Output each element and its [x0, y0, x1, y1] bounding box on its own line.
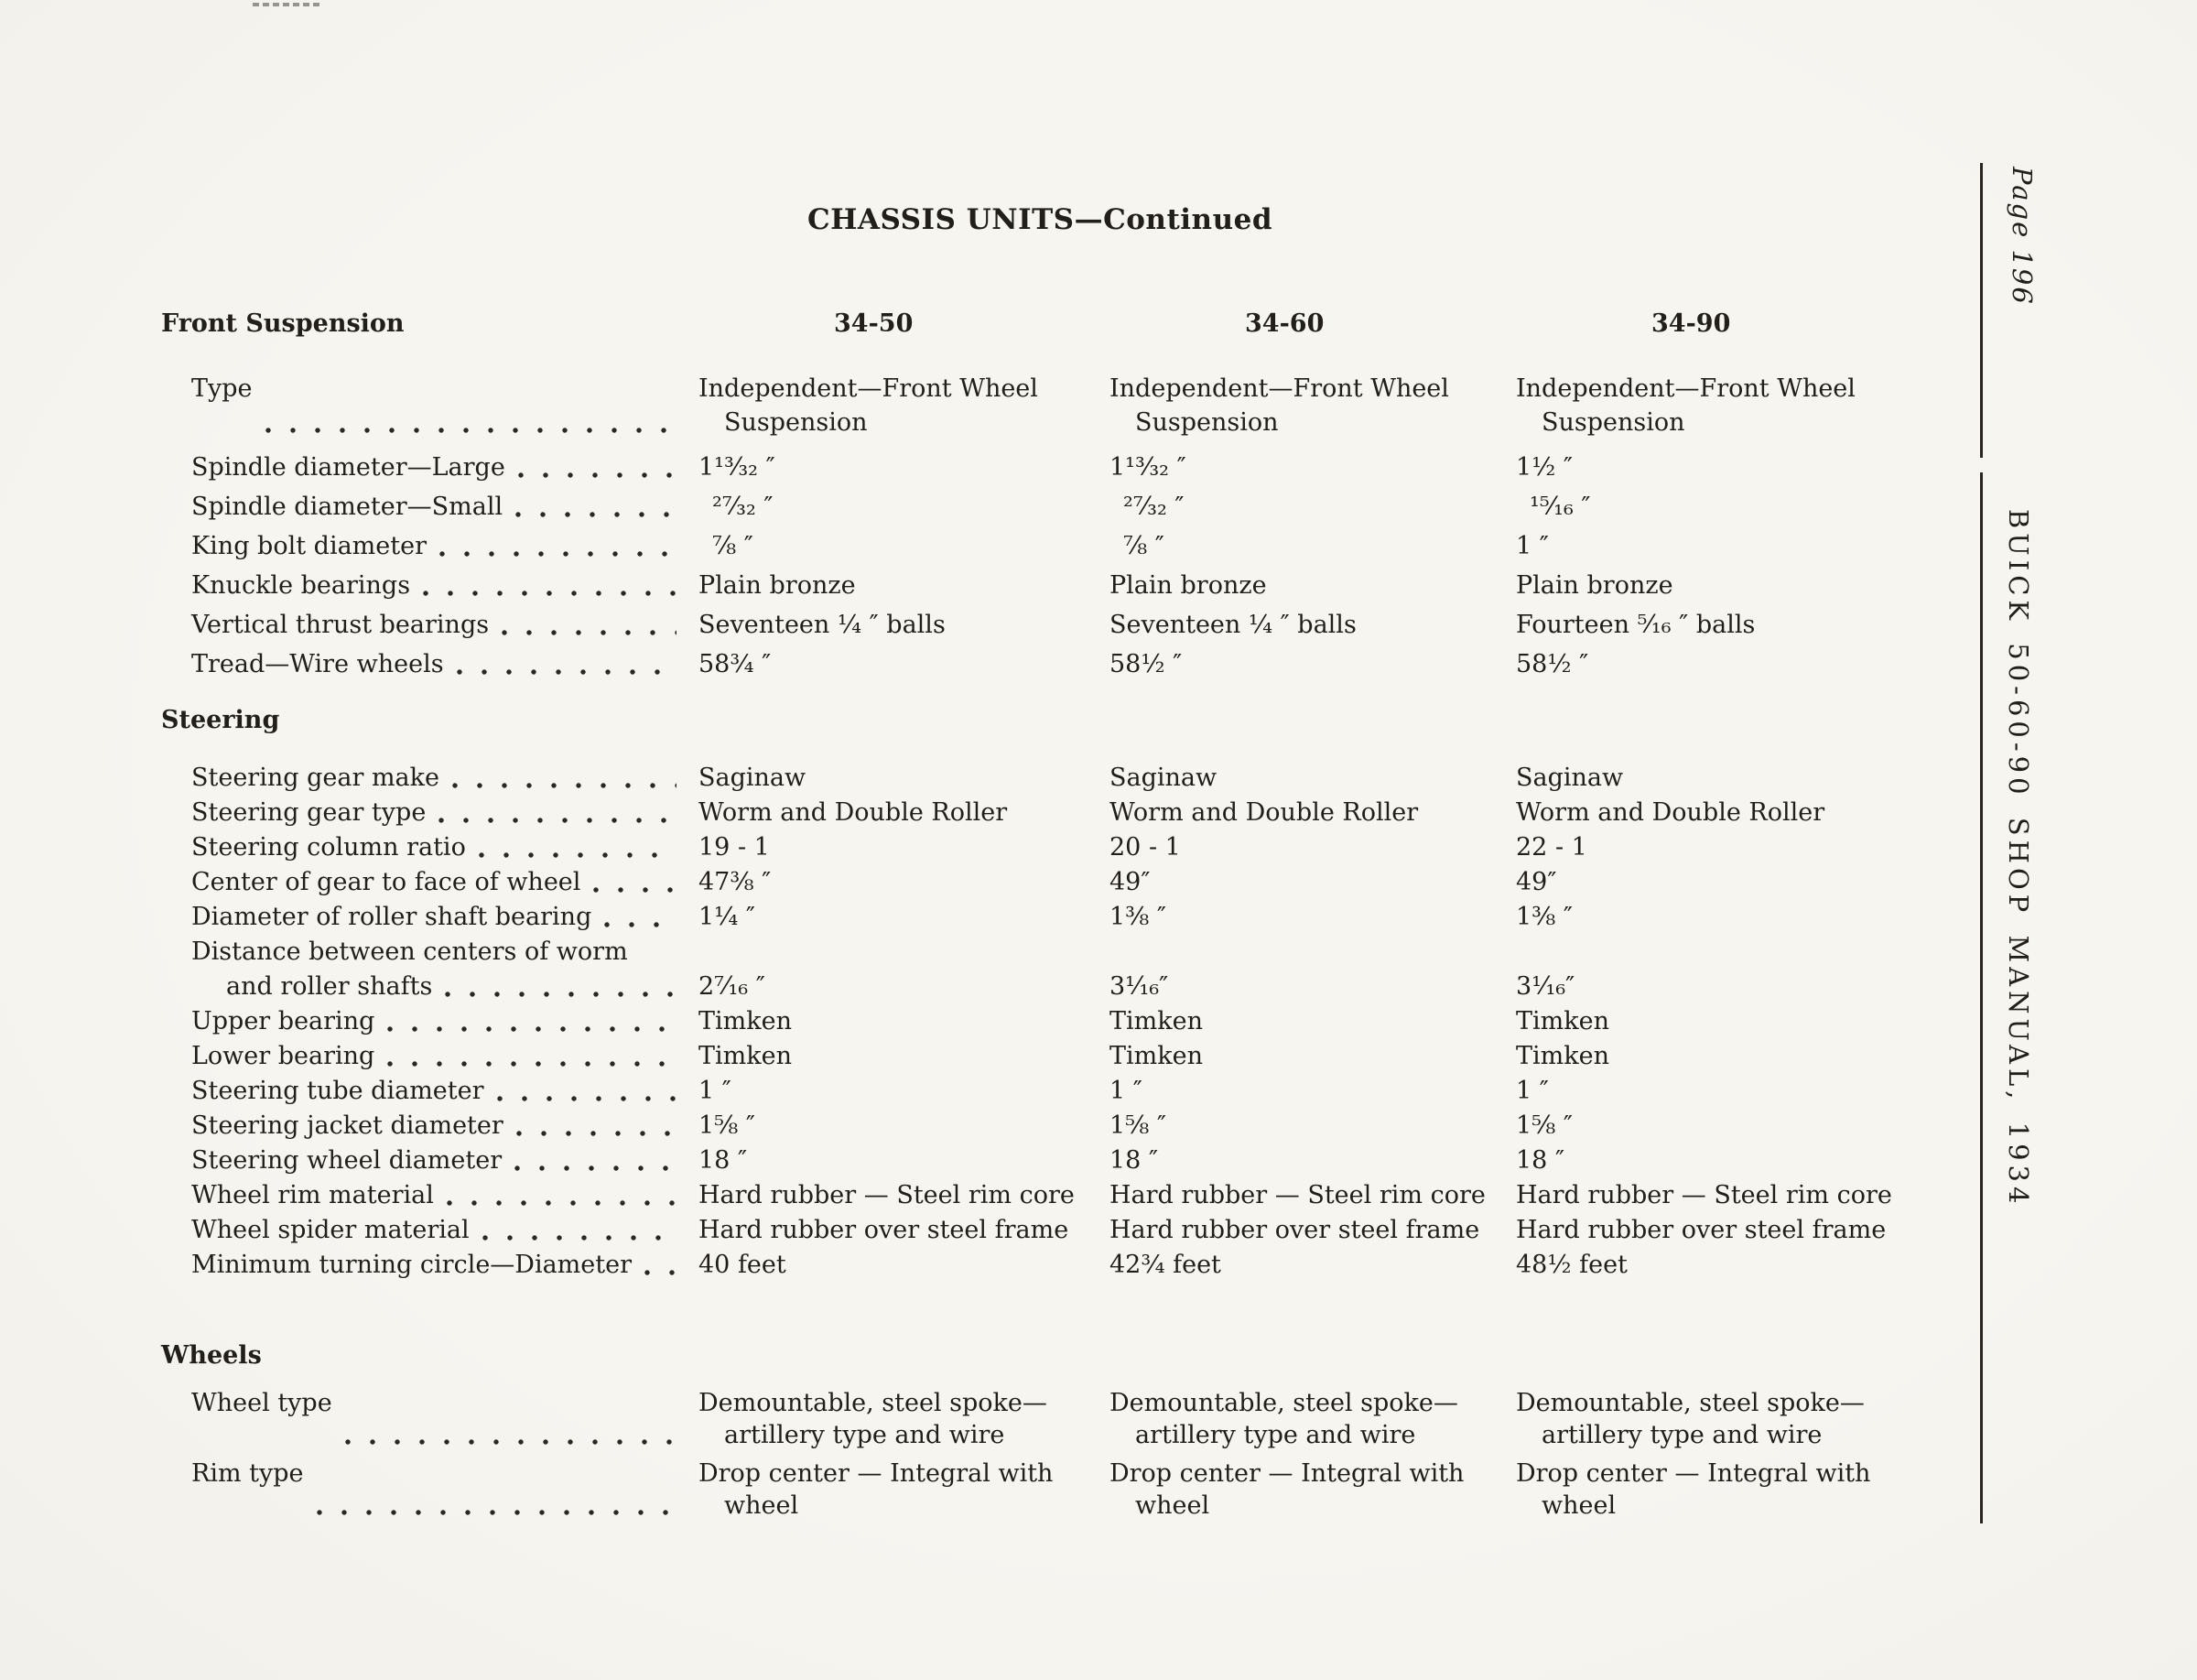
cell-value: Saginaw	[1109, 764, 1218, 792]
table-row	[161, 1458, 1919, 1522]
cell-value: artillery type and wire	[724, 1421, 1005, 1449]
table-row	[161, 569, 1919, 602]
cell-value: Plain bronze	[1109, 571, 1267, 600]
cell-value: Plain bronze	[1516, 571, 1673, 600]
column-header-row	[161, 311, 1919, 337]
row-label: Diameter of roller shaft bearing	[191, 903, 592, 931]
dot-leader	[514, 1165, 676, 1171]
cell-value: 58¾ ″	[698, 650, 772, 678]
column-header-34-60: 34-60	[1245, 309, 1325, 338]
section-header-steering: Steering	[161, 706, 280, 734]
cell-value: Plain bronze	[698, 571, 856, 600]
table-row	[161, 647, 1919, 681]
cell-value: wheel	[724, 1491, 799, 1520]
cell-value: 1⅝ ″	[1109, 1111, 1167, 1140]
table-row	[161, 450, 1919, 484]
row-label: Rim type	[191, 1459, 304, 1488]
table-row	[161, 900, 1919, 934]
row-label: King bolt diameter	[191, 532, 427, 560]
row-label: Upper bearing	[191, 1007, 375, 1035]
table-row	[161, 490, 1919, 524]
cell-value: Drop center — Integral with	[1109, 1459, 1465, 1488]
table-body	[161, 372, 1919, 1528]
cell-value: Timken	[1109, 1042, 1203, 1070]
page-title: CHASSIS UNITS—Continued	[806, 203, 1273, 236]
cell-value: 20 - 1	[1109, 833, 1181, 862]
cell-value: 22 - 1	[1516, 833, 1587, 862]
cell-value: Demountable, steel spoke—	[698, 1389, 1047, 1417]
section-steering	[161, 761, 1919, 1282]
row-label: Knuckle bearings	[191, 571, 411, 600]
row-label: Steering column ratio	[191, 833, 466, 862]
dot-leader	[516, 1131, 676, 1136]
cell-value: Worm and Double Roller	[698, 798, 1008, 827]
table-row	[161, 1039, 1919, 1073]
cell-value: 1⅝ ″	[698, 1111, 756, 1140]
cell-value: 49″	[1516, 868, 1557, 896]
table-row	[161, 1143, 1919, 1177]
table-row	[161, 1248, 1919, 1282]
column-header-34-90: 34-90	[1651, 309, 1731, 338]
table-row	[161, 796, 1919, 829]
cell-value: Saginaw	[698, 764, 806, 792]
row-label: Wheel spider material	[191, 1216, 470, 1244]
cell-value: 1¼ ″	[698, 903, 756, 931]
row-label: Spindle diameter—Large	[191, 453, 505, 482]
cell-value: Independent—Front Wheel	[698, 374, 1038, 403]
dot-leader	[518, 472, 676, 478]
cell-value: 1 ″	[1516, 532, 1549, 560]
sidebar-rule-bottom	[1980, 472, 1983, 1523]
cell-value: ¹⁵⁄₁₆ ″	[1530, 493, 1591, 521]
cell-value: 58½ ″	[1109, 650, 1183, 678]
row-label: Steering gear make	[191, 764, 439, 792]
cell-value: 18 ″	[1109, 1146, 1159, 1175]
dot-leader	[604, 922, 676, 927]
table-row	[161, 608, 1919, 642]
table-row	[161, 1109, 1919, 1143]
row-label: Center of gear to face of wheel	[191, 868, 581, 896]
cell-value: Hard rubber — Steel rim core	[698, 1181, 1075, 1209]
cell-value: Fourteen ⁵⁄₁₆ ″ balls	[1516, 611, 1756, 639]
row-label: Wheel type	[191, 1389, 332, 1417]
table-row	[161, 830, 1919, 864]
cell-value: Timken	[698, 1007, 792, 1035]
dot-leader	[387, 1026, 676, 1032]
cell-value: Worm and Double Roller	[1516, 798, 1825, 827]
cell-value: 1 ″	[1516, 1077, 1549, 1105]
cell-value: Timken	[1516, 1007, 1609, 1035]
section-wheels	[161, 1387, 1919, 1522]
cell-value: Hard rubber over steel frame	[1109, 1216, 1480, 1244]
row-label: Steering wheel diameter	[191, 1146, 503, 1175]
cell-value: Seventeen ¼ ″ balls	[698, 611, 946, 639]
cell-value: artillery type and wire	[1135, 1421, 1416, 1449]
cell-value: artillery type and wire	[1542, 1421, 1823, 1449]
cell-value: 1½ ″	[1516, 453, 1574, 482]
row-label: Distance between centers of worm	[191, 938, 628, 966]
table-row	[161, 1004, 1919, 1038]
row-label: Lower bearing	[191, 1042, 375, 1070]
cell-value: Suspension	[724, 408, 868, 437]
cell-value: Timken	[1109, 1007, 1203, 1035]
dot-leader	[447, 1200, 676, 1206]
dot-leader	[515, 512, 676, 517]
section-front-suspension	[161, 372, 1919, 681]
dot-leader	[439, 551, 676, 557]
column-header-34-50: 34-50	[834, 309, 914, 338]
row-label: Spindle diameter—Small	[191, 493, 503, 521]
table-row	[161, 865, 1919, 899]
row-label: Type	[191, 374, 253, 403]
row-label: Tread—Wire wheels	[191, 650, 444, 678]
dot-leader	[644, 1270, 676, 1275]
cell-value: 47⅜ ″	[698, 868, 772, 896]
dot-leader	[317, 1510, 676, 1515]
table-row	[161, 761, 1919, 795]
cell-value: 1⅝ ″	[1516, 1111, 1574, 1140]
dot-leader	[265, 428, 676, 433]
cell-value: ⅞ ″	[1123, 532, 1164, 560]
dot-leader	[497, 1096, 676, 1101]
table-row	[161, 970, 1919, 1003]
cell-value: Timken	[1516, 1042, 1609, 1070]
cell-value: 18 ″	[1516, 1146, 1565, 1175]
dot-leader	[423, 591, 676, 596]
cell-value: 49″	[1109, 868, 1151, 896]
cell-value: ²⁷⁄₃₂ ″	[712, 493, 774, 521]
cell-value: 40 feet	[698, 1251, 786, 1279]
cell-value: 1¹³⁄₃₂ ″	[698, 453, 775, 482]
cell-value: Saginaw	[1516, 764, 1624, 792]
dot-leader	[452, 783, 676, 788]
scan-artifact	[253, 3, 320, 6]
cell-value: Seventeen ¼ ″ balls	[1109, 611, 1357, 639]
dot-leader	[482, 1235, 676, 1241]
table-row	[161, 1387, 1919, 1451]
dot-leader	[479, 852, 676, 858]
table-row	[161, 1074, 1919, 1108]
table-row	[161, 529, 1919, 563]
cell-value: Hard rubber — Steel rim core	[1516, 1181, 1892, 1209]
cell-value: 3¹⁄₁₆″	[1516, 972, 1575, 1001]
cell-value: Hard rubber over steel frame	[698, 1216, 1069, 1244]
table-row	[161, 1213, 1919, 1247]
row-label-continued: and roller shafts	[226, 972, 433, 1001]
cell-value: 1 ″	[698, 1077, 731, 1105]
manual-title: BUICK 50-60-90 SHOP MANUAL, 1934	[2003, 509, 2034, 1209]
dot-leader	[457, 669, 676, 675]
cell-value: 1¹³⁄₃₂ ″	[1109, 453, 1186, 482]
dot-leader	[502, 630, 676, 635]
table-row	[161, 372, 1919, 439]
row-label: Steering tube diameter	[191, 1077, 484, 1105]
section-header-wheels: Wheels	[161, 1341, 262, 1370]
cell-value: Suspension	[1135, 408, 1279, 437]
cell-value: Independent—Front Wheel	[1516, 374, 1856, 403]
table-row-label-line	[161, 935, 1919, 969]
cell-value: 1⅜ ″	[1109, 903, 1167, 931]
cell-value: 1⅜ ″	[1516, 903, 1574, 931]
row-label: Vertical thrust bearings	[191, 611, 490, 639]
cell-value: 48½ feet	[1516, 1251, 1628, 1279]
cell-value: ²⁷⁄₃₂ ″	[1123, 493, 1185, 521]
row-label: Steering gear type	[191, 798, 427, 827]
cell-value: Drop center — Integral with	[698, 1459, 1054, 1488]
cell-value: ⅞ ″	[712, 532, 753, 560]
cell-value: Demountable, steel spoke—	[1109, 1389, 1458, 1417]
cell-value: 19 - 1	[698, 833, 770, 862]
sidebar-rule-top	[1980, 163, 1983, 458]
cell-value: Hard rubber — Steel rim core	[1109, 1181, 1486, 1209]
cell-value: 3¹⁄₁₆″	[1109, 972, 1169, 1001]
dot-leader	[445, 992, 676, 997]
row-label: Wheel rim material	[191, 1181, 434, 1209]
cell-value: Hard rubber over steel frame	[1516, 1216, 1887, 1244]
cell-value: Drop center — Integral with	[1516, 1459, 1871, 1488]
cell-value: Worm and Double Roller	[1109, 798, 1419, 827]
row-label: Steering jacket diameter	[191, 1111, 503, 1140]
page-number: Page 196	[2007, 167, 2038, 306]
cell-value: wheel	[1542, 1491, 1617, 1520]
cell-value: Independent—Front Wheel	[1109, 374, 1449, 403]
dot-leader	[593, 887, 676, 893]
cell-value: wheel	[1135, 1491, 1210, 1520]
table-row	[161, 1178, 1919, 1212]
cell-value: 1 ″	[1109, 1077, 1142, 1105]
cell-value: Timken	[698, 1042, 792, 1070]
cell-value: 2⁷⁄₁₆ ″	[698, 972, 765, 1001]
cell-value: Demountable, steel spoke—	[1516, 1389, 1865, 1417]
dot-leader	[345, 1439, 676, 1445]
cell-value: 42¾ feet	[1109, 1251, 1221, 1279]
row-label: Minimum turning circle—Diameter	[191, 1251, 633, 1279]
cell-value: Suspension	[1542, 408, 1685, 437]
cell-value: 58½ ″	[1516, 650, 1589, 678]
dot-leader	[387, 1061, 676, 1067]
dot-leader	[438, 818, 676, 823]
cell-value: 18 ″	[698, 1146, 748, 1175]
section-header-front-suspension: Front Suspension	[161, 309, 405, 338]
